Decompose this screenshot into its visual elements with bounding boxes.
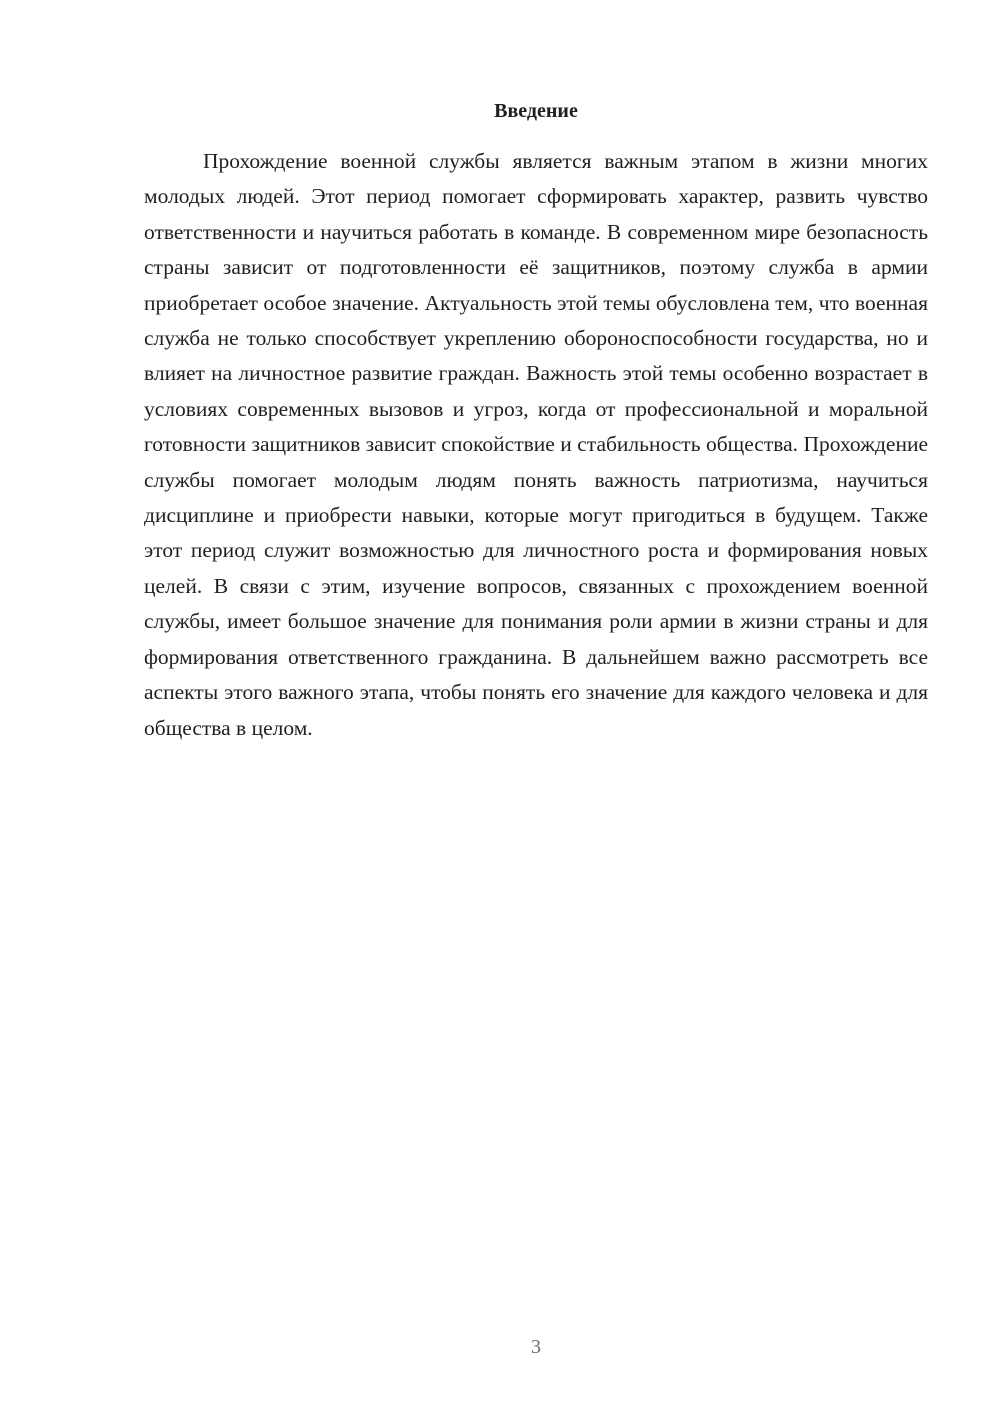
page-number: 3 bbox=[531, 1336, 541, 1358]
section-heading: Введение bbox=[494, 100, 578, 122]
body-paragraph: Прохождение военной службы является важным этапом в жизни многих молодых людей. Этот период помогает сформировать характер, развить чувство ответственности и научиться работать в команде. В современном мире безопасность страны зависит от подготовленности её защитников, поэтому служба в армии приобретает особое значение. Актуальность этой темы обусловлена тем, что военная служба не только способствует укреплению обороноспособности государства, но и влияет на личностное развитие граждан. Важность этой темы особенно возрастает в условиях современных вызовов и угроз, когда от профессиональной и моральной готовности защитников зависит спокойствие и стабильность общества. Прохождение службы помогает молодым людям понять важность патриотизма, научиться дисциплине и приобрести навыки, которые могут пригодиться в будущем. Также этот период служит возможностью для личностного роста и формирования новых целей. В связи с этим, изучение вопросов, связанных с прохождением военной службы, имеет большое значение для понимания роли армии в жизни страны и для формирования ответственного гражданина. В дальнейшем важно рассмотреть все аспекты этого важного этапа, чтобы понять его значение для каждого человека и для общества в целом. bbox=[144, 149, 928, 740]
